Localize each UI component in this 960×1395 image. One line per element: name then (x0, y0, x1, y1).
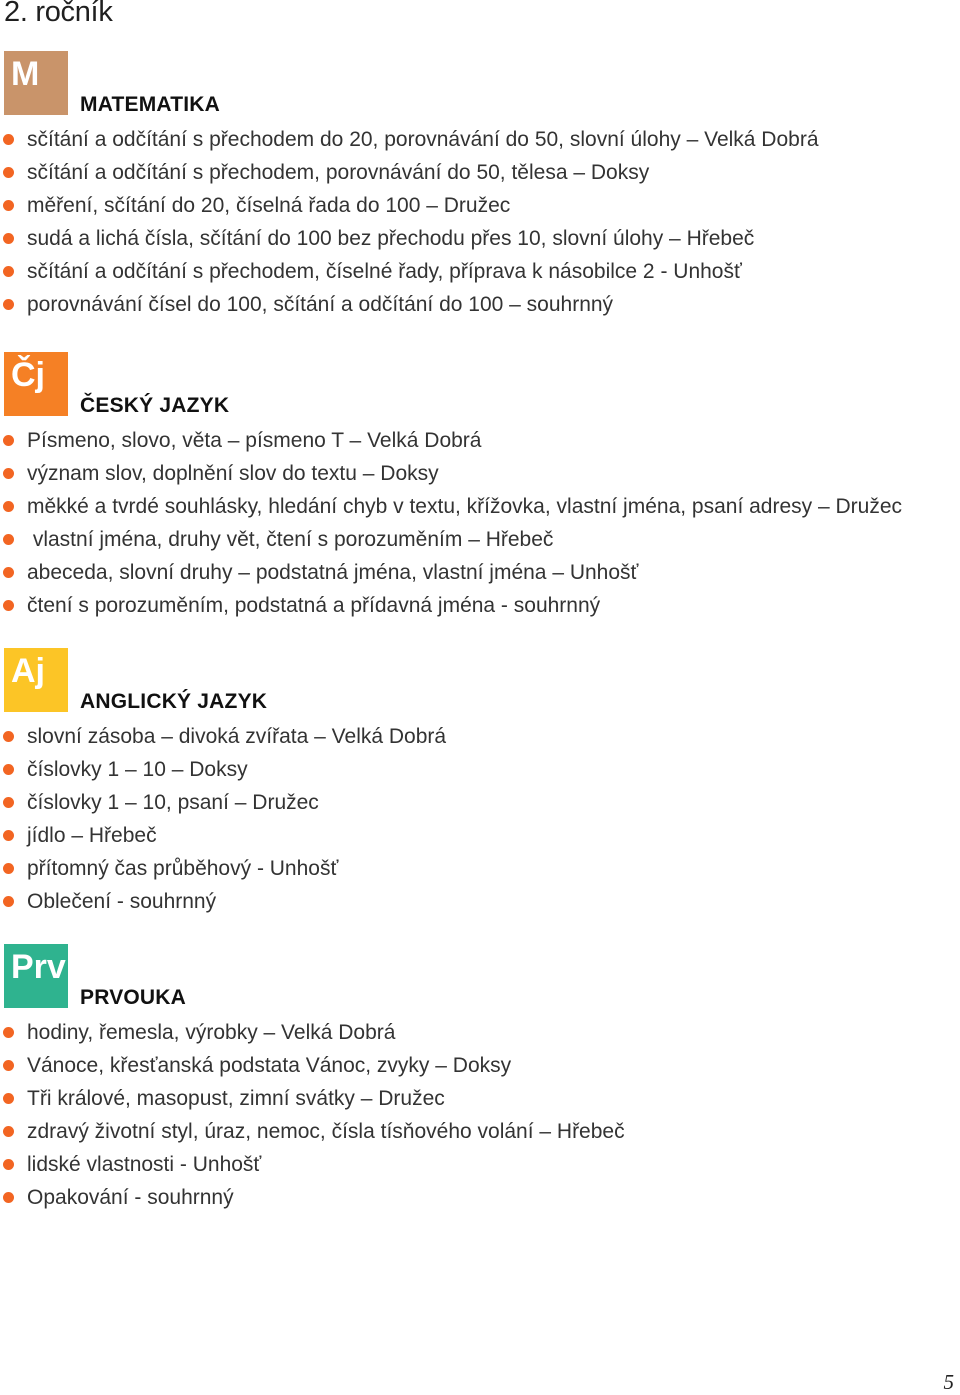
list-item-text: Písmeno, slovo, věta – písmeno T – Velká Dobrá (27, 429, 482, 452)
list-item-text: lidské vlastnosti - Unhošť (27, 1153, 262, 1176)
list-item-text: sčítání a odčítání s přechodem, porovnávání do 50, tělesa – Doksy (27, 161, 650, 184)
subject-badge-prvouka: Prv (4, 944, 68, 1008)
list-item (0, 490, 902, 523)
bullet-icon (3, 731, 14, 742)
topic-list (0, 1016, 625, 1214)
page-title: 2. ročník (4, 0, 113, 28)
list-item-text: sudá a lichá čísla, sčítání do 100 bez přechodu přes 10, slovní úlohy – Hřebeč (27, 227, 755, 250)
list-item-text: jídlo – Hřebeč (27, 824, 157, 847)
bullet-icon (3, 468, 14, 479)
bullet-icon (3, 1159, 14, 1170)
list-item (0, 786, 446, 819)
bullet-icon (3, 501, 14, 512)
list-item-text: abeceda, slovní druhy – podstatná jména, vlastní jména – Unhošť (27, 561, 639, 584)
list-item (0, 222, 819, 255)
list-item (0, 885, 446, 918)
bullet-icon (3, 435, 14, 446)
bullet-icon (3, 1027, 14, 1038)
list-item (0, 156, 819, 189)
bullet-icon (3, 266, 14, 277)
list-item (0, 457, 902, 490)
list-item (0, 288, 819, 321)
list-item (0, 424, 902, 457)
bullet-icon (3, 167, 14, 178)
topic-list (0, 424, 902, 622)
bullet-icon (3, 299, 14, 310)
list-item-text: zdravý životní styl, úraz, nemoc, čísla tísňového volání – Hřebeč (27, 1120, 625, 1143)
bullet-icon (3, 134, 14, 145)
subject-badge-cesky-jazyk: Čj (4, 352, 68, 416)
list-item-text: číslovky 1 – 10, psaní – Družec (27, 791, 319, 814)
section-matematika (0, 51, 960, 321)
list-item-text: Opakování - souhrnný (27, 1186, 234, 1209)
list-item (0, 1148, 625, 1181)
list-item-text: sčítání a odčítání s přechodem, číselné řady, příprava k násobilce 2 - Unhošť (27, 260, 742, 283)
list-item-text: sčítání a odčítání s přechodem do 20, porovnávání do 50, slovní úlohy – Velká Dobrá (27, 128, 819, 151)
list-item (0, 556, 902, 589)
list-item-text: přítomný čas průběhový - Unhošť (27, 857, 339, 880)
subject-badge-matematika: M (4, 51, 68, 115)
list-item (0, 852, 446, 885)
list-item-text: měkké a tvrdé souhlásky, hledání chyb v textu, křížovka, vlastní jména, psaní adresy – Družec (27, 495, 903, 518)
topic-list (0, 123, 819, 321)
list-item-text: Tři králové, masopust, zimní svátky – Družec (27, 1087, 445, 1110)
page-number: 5 (943, 1370, 954, 1394)
bullet-icon (3, 830, 14, 841)
list-item-text: vlastní jména, druhy vět, čtení s porozuměním – Hřebeč (27, 528, 554, 551)
list-item (0, 1082, 625, 1115)
list-item-text: porovnávání čísel do 100, sčítání a odčítání do 100 – souhrnný (27, 293, 614, 316)
section-anglicky-jazyk (0, 648, 960, 918)
list-item (0, 753, 446, 786)
list-item (0, 1049, 625, 1082)
bullet-icon (3, 534, 14, 545)
bullet-icon (3, 567, 14, 578)
list-item (0, 1115, 625, 1148)
section-heading: ČESKÝ JAZYK (80, 394, 230, 417)
bullet-icon (3, 600, 14, 611)
bullet-icon (3, 896, 14, 907)
list-item (0, 589, 902, 622)
section-cesky-jazyk (0, 352, 960, 622)
section-heading: ANGLICKÝ JAZYK (80, 690, 268, 713)
list-item (0, 189, 819, 222)
list-item (0, 819, 446, 852)
list-item (0, 1016, 625, 1049)
section-heading: PRVOUKA (80, 986, 187, 1009)
list-item-text: měření, sčítání do 20, číselná řada do 100 – Družec (27, 194, 511, 217)
bullet-icon (3, 1192, 14, 1203)
list-item (0, 255, 819, 288)
bullet-icon (3, 1060, 14, 1071)
list-item (0, 1181, 625, 1214)
section-prvouka (0, 944, 960, 1214)
list-item-text: Vánoce, křesťanská podstata Vánoc, zvyky – Doksy (27, 1054, 512, 1077)
list-item (0, 523, 902, 556)
bullet-icon (3, 1126, 14, 1137)
subject-badge-anglicky-jazyk: Aj (4, 648, 68, 712)
list-item-text: číslovky 1 – 10 – Doksy (27, 758, 248, 781)
list-item-text: význam slov, doplnění slov do textu – Doksy (27, 462, 439, 485)
topic-list (0, 720, 446, 918)
list-item-text: hodiny, řemesla, výrobky – Velká Dobrá (27, 1021, 396, 1044)
list-item (0, 123, 819, 156)
bullet-icon (3, 1093, 14, 1104)
list-item (0, 720, 446, 753)
bullet-icon (3, 200, 14, 211)
bullet-icon (3, 797, 14, 808)
list-item-text: čtení s porozuměním, podstatná a přídavná jména - souhrnný (27, 594, 601, 617)
list-item-text: Oblečení - souhrnný (27, 890, 217, 913)
section-heading: MATEMATIKA (80, 93, 221, 116)
list-item-text: slovní zásoba – divoká zvířata – Velká Dobrá (27, 725, 447, 748)
bullet-icon (3, 233, 14, 244)
bullet-icon (3, 863, 14, 874)
bullet-icon (3, 764, 14, 775)
